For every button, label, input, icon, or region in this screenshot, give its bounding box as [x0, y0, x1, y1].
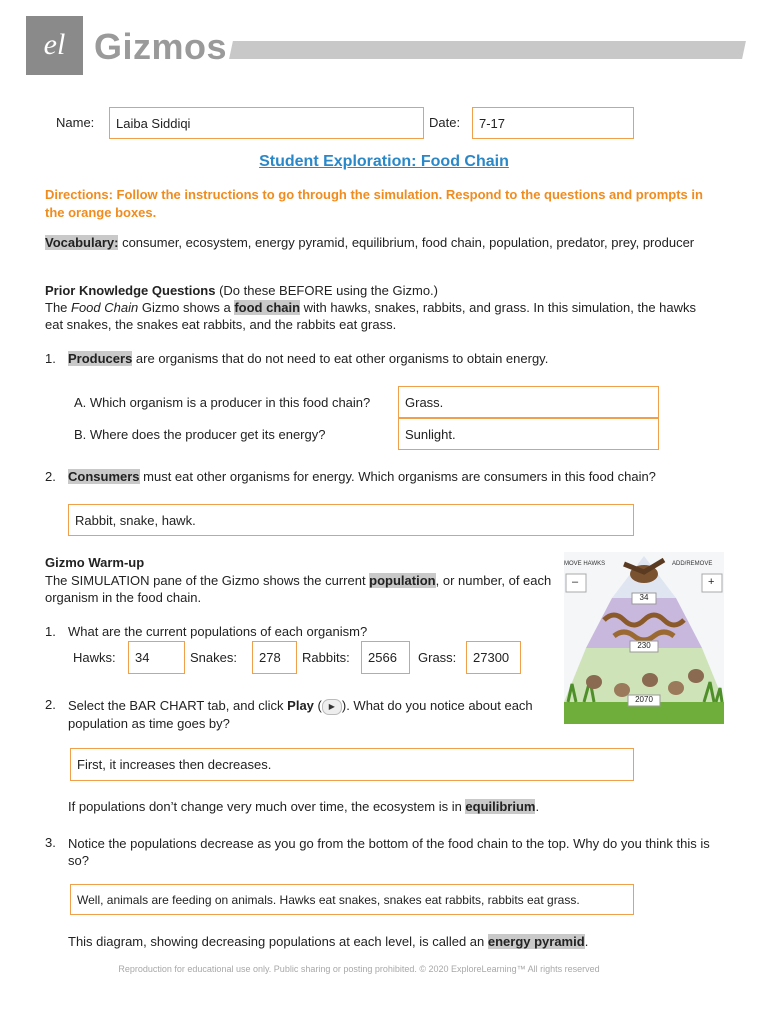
minus-icon: –: [572, 576, 579, 588]
consumers-term: Consumers: [68, 469, 140, 484]
name-field[interactable]: Laiba Siddiqi: [109, 107, 424, 139]
add-remove-label: ADD/REMOVE: [672, 561, 713, 567]
rabbits-field[interactable]: 2566: [361, 641, 410, 674]
header-bar: [229, 41, 746, 59]
q2-answer-field[interactable]: Rabbit, snake, hawk.: [68, 504, 634, 536]
play-icon: ▶: [322, 699, 342, 715]
food-chain-term: food chain: [234, 300, 301, 315]
hawks-label: Hawks:: [73, 650, 116, 665]
q1b-answer-field[interactable]: Sunlight.: [398, 418, 659, 450]
page-title: Student Exploration: Food Chain: [259, 153, 509, 170]
q2-text-1: Select the BAR CHART tab, and click: [68, 698, 288, 713]
q2-number: 2.: [45, 469, 56, 484]
rabbits-label: Rabbits:: [302, 650, 350, 665]
snakes-field[interactable]: 278: [252, 641, 297, 674]
footer-copyright: Reproduction for educational use only. Public sharing or posting prohibited. © 2020 ExploreLearning™ All rights reserved: [118, 964, 600, 974]
q1-body: are organisms that do not need to eat other organisms to obtain energy.: [132, 351, 549, 366]
warmup-text-1: The SIMULATION pane of the Gizmo shows the current: [45, 573, 370, 588]
vocabulary-paragraph: [45, 234, 717, 251]
q2-text-2: ). What do you notice about each population as time goes by?: [68, 698, 533, 731]
hawks-count-label: 34: [639, 593, 649, 602]
warmup-q1-number: 1.: [45, 624, 56, 639]
energy-pyramid-term: energy pyramid: [487, 934, 585, 949]
eq-text: If populations don’t change very much over time, the ecosystem is in: [68, 799, 466, 814]
remove-hawks-label: MOVE HAWKS: [564, 561, 606, 567]
q1a-answer-field[interactable]: Grass.: [398, 386, 659, 418]
explorelearning-logo-icon: el: [43, 28, 66, 61]
eq-end: .: [535, 799, 540, 814]
equilibrium-term: equilibrium: [465, 799, 536, 814]
prior-knowledge-heading: Prior Knowledge Questions: [45, 283, 216, 298]
warmup-q2-text: [68, 697, 548, 732]
date-field[interactable]: 7-17: [472, 107, 634, 139]
grass-label: Grass:: [418, 650, 457, 665]
warmup-q3-number: 3.: [45, 835, 56, 850]
prior-knowledge-paragraph: [45, 282, 717, 333]
diagram-text: This diagram, showing decreasing populations at each level, is called an: [68, 934, 488, 949]
q2-text: [68, 469, 656, 484]
warmup-paragraph: [45, 572, 555, 606]
date-label: Date:: [429, 115, 461, 130]
warmup-heading: Gizmo Warm-up: [45, 555, 145, 570]
directions-text: Directions: Follow the instructions to go through the simulation. Respond to the questions and prompts in the orange boxes.: [45, 187, 703, 220]
warmup-text-2: , or number, of each organism in the food chain.: [45, 573, 552, 605]
brand-name: Gizmos: [94, 26, 228, 67]
warmup-q1-text: What are the current populations of each organism?: [68, 624, 368, 639]
prior-text-1: The: [45, 300, 72, 315]
plus-icon: +: [708, 576, 715, 588]
producers-term: Producers: [68, 351, 133, 366]
play-term: Play: [287, 698, 314, 713]
snakes-label: Snakes:: [190, 650, 237, 665]
food-chain-pyramid-image: [564, 552, 724, 724]
diagram-end: .: [584, 934, 589, 949]
q1b-label: B. Where does the producer get its energy?: [74, 427, 326, 442]
prior-text-italic: Food Chain: [71, 300, 139, 315]
warmup-q2-number: 2.: [45, 697, 56, 712]
grass-field[interactable]: 27300: [466, 641, 521, 674]
q1a-label: A. Which organism is a producer in this food chain?: [74, 395, 371, 410]
warmup-q2-answer-field[interactable]: First, it increases then decreases.: [70, 748, 634, 781]
energy-pyramid-sentence: [68, 934, 588, 949]
snakes-count-label: 230: [637, 641, 651, 650]
q1-text: [68, 351, 548, 366]
hawks-field[interactable]: 34: [128, 641, 185, 674]
rabbits-count-label: 2070: [635, 695, 653, 704]
vocabulary-label: Vocabulary:: [45, 235, 119, 250]
warmup-q3-answer-field[interactable]: Well, animals are feeding on animals. Hawks eat snakes, snakes eat rabbits, rabbits eat grass.: [70, 884, 634, 915]
equilibrium-sentence: [68, 799, 539, 814]
warmup-q3-text: Notice the populations decrease as you go from the bottom of the food chain to the top. Why do you think this is so?: [68, 836, 710, 868]
prior-text-3: with hawks, snakes, rabbits, and grass. In this simulation, the hawks eat snakes, the snakes eat rabbits, and the rabbits eat grass.: [45, 300, 697, 332]
name-label: Name:: [56, 115, 95, 130]
vocabulary-list: consumer, ecosystem, energy pyramid, equilibrium, food chain, population, predator, prey, producer: [118, 235, 695, 250]
prior-knowledge-note: (Do these BEFORE using the Gizmo.): [215, 283, 438, 298]
q2-paren: (: [313, 698, 322, 713]
q1-number: 1.: [45, 351, 56, 366]
population-term: population: [369, 573, 436, 588]
prior-text-2: Gizmo shows a: [138, 300, 235, 315]
q2-body: must eat other organisms for energy. Which organisms are consumers in this food chain?: [139, 469, 656, 484]
